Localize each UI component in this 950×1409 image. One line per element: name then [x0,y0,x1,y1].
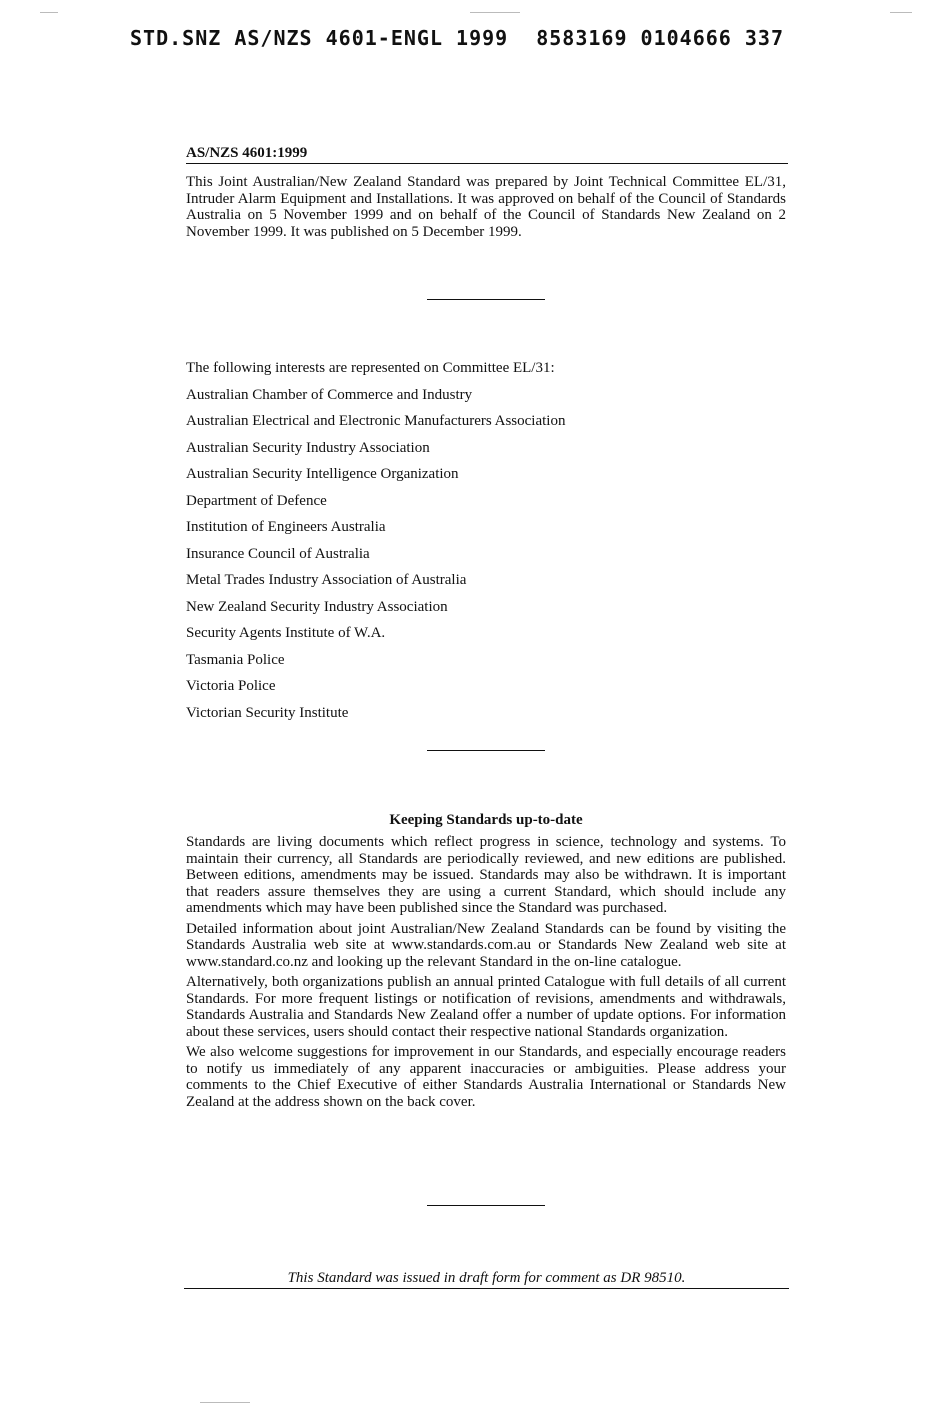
scan-mark [890,12,912,13]
document-code-right: 8583169 0104666 337 [536,26,784,50]
body-paragraph: Standards are living documents which reflect progress in science, technology and systems. To maintain their currency, all Standards are periodically reviewed, and new editions are published. Between editions, amendments may be issued. Standards may also be withdrawn. It is important that readers assure themselves they are using a current Standard, which should include any amendments which may have been published since the Standard was purchased. [186,834,786,916]
section-divider [427,299,545,300]
body-paragraph: Alternatively, both organizations publish an annual printed Catalogue with full details of all current Standards. For more frequent listings or notification of revisions, amendments and withdrawals, Standards Australia and Standards New Zealand offer a number of update options. For information about these services, users should contact their respective national Standards organization. [186,974,786,1040]
list-item: Tasmania Police [186,651,285,668]
interests-intro: The following interests are represented on Committee EL/31: [186,360,555,376]
interests-list [186,385,786,730]
section-heading: Keeping Standards up-to-date [389,812,583,828]
list-item: Australian Chamber of Commerce and Industry [186,386,473,403]
document-code-header [130,26,800,50]
scan-mark [40,12,58,13]
list-item: Victoria Police [186,678,276,694]
keeping-standards-body [186,834,786,1114]
body-paragraph: We also welcome suggestions for improvement in our Standards, and especially encourage readers to notify us immediately of any apparent inaccuracies or ambiguities. Please address your comments to the Chief Executive of either Standards Australia International or Standards New Zealand at the address shown on the back cover. [186,1044,786,1110]
draft-note: This Standard was issued in draft form for comment as DR 98510. [184,1270,789,1289]
committee-interests [186,358,786,729]
list-item: Australian Electrical and Electronic Manufacturers Association [186,413,566,429]
list-item: Institution of Engineers Australia [186,519,386,535]
document-code-left: STD.SNZ AS/NZS 4601-ENGL 1999 [130,26,509,50]
section-divider [427,750,545,751]
list-item: Insurance Council of Australia [186,545,370,562]
list-item: Metal Trades Industry Association of Australia [186,572,467,588]
list-item: Security Agents Institute of W.A. [186,625,386,641]
body-paragraph: Detailed information about joint Australian/New Zealand Standards can be found by visiting the Standards Australia web site at www.standards.com.au or Standards New Zealand web site at www.standard.co.nz and looking up the relevant Standard in the on-line catalogue. [186,920,786,970]
list-item: Australian Security Intelligence Organization [186,466,459,482]
scan-mark [470,12,520,13]
scan-mark [200,1402,250,1403]
list-item: New Zealand Security Industry Association [186,598,448,615]
list-item: Victorian Security Institute [186,704,349,721]
section-divider [427,1205,545,1206]
standard-id: AS/NZS 4601:1999 [186,145,788,164]
list-item: Australian Security Industry Association [186,439,430,456]
preface-paragraph: This Joint Australian/New Zealand Standard was prepared by Joint Technical Committee EL/31, Intruder Alarm Equipment and Installations. It was approved on behalf of the Council of Standards Australia on 5 November 1999 and on behalf of the Council of Standards New Zealand on 2 November 1999. It was published on 5 December 1999. [186,174,786,240]
list-item: Department of Defence [186,492,327,509]
